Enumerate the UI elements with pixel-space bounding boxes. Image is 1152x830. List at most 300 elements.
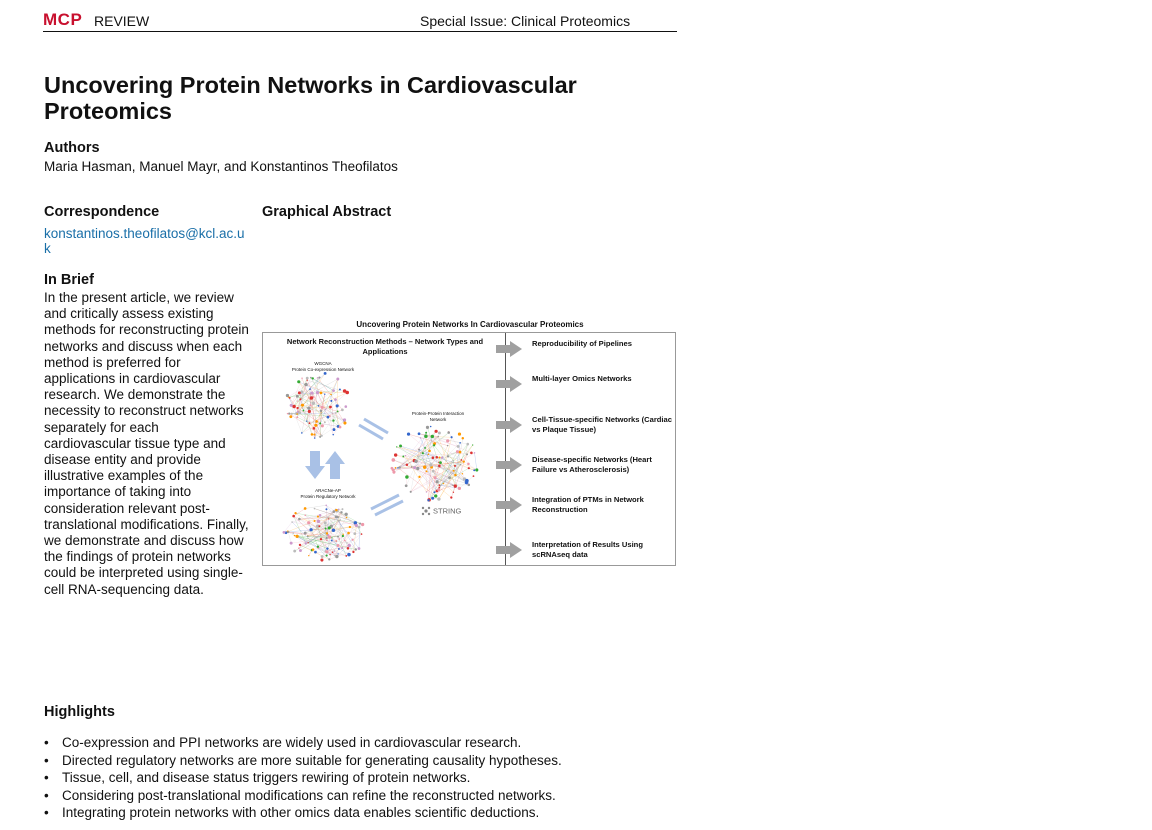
coexpression-network-graphic xyxy=(286,372,349,439)
network-node xyxy=(298,391,301,394)
network-node xyxy=(438,484,440,486)
network-node xyxy=(296,407,298,409)
network-node xyxy=(337,411,339,413)
network-node xyxy=(428,454,430,456)
network-node xyxy=(394,453,397,456)
network-node xyxy=(395,467,397,469)
network-node xyxy=(299,544,301,546)
network-node xyxy=(359,523,361,525)
network-node xyxy=(338,553,339,554)
network-node xyxy=(396,446,397,447)
network-node xyxy=(317,520,321,524)
network-node xyxy=(338,538,340,540)
network-node xyxy=(332,434,334,436)
network-node xyxy=(472,444,473,445)
network-node xyxy=(344,513,347,516)
network-node xyxy=(347,553,350,556)
network-edge xyxy=(403,456,437,490)
network-node xyxy=(414,459,418,463)
application-label: Integration of PTMs in Network Reconstruction xyxy=(532,495,644,514)
string-logo-text: STRING xyxy=(433,506,462,516)
network-node xyxy=(306,420,307,421)
network-node xyxy=(418,476,420,478)
network-node xyxy=(475,468,478,471)
journal-logo: MCP xyxy=(43,10,83,29)
network-node xyxy=(324,372,327,375)
network-node xyxy=(347,547,350,550)
network-node xyxy=(308,410,311,413)
network-node xyxy=(453,492,454,493)
network-node xyxy=(325,528,327,530)
network-node xyxy=(426,470,428,472)
application-disease xyxy=(496,451,676,481)
network-node xyxy=(358,526,361,529)
network-node xyxy=(307,536,309,538)
network-node xyxy=(437,436,439,438)
network-node xyxy=(467,463,470,466)
network-node xyxy=(312,548,315,551)
network-node xyxy=(287,413,289,415)
network-node xyxy=(304,514,306,516)
network-node xyxy=(343,421,346,424)
network-node xyxy=(336,378,339,381)
network-node xyxy=(336,540,337,541)
network-node xyxy=(328,558,330,560)
network-node xyxy=(299,549,302,552)
network-node xyxy=(420,437,422,439)
network-node xyxy=(438,465,441,468)
network-node xyxy=(332,528,336,532)
network-node xyxy=(307,542,308,543)
network-node xyxy=(331,537,332,538)
network-node xyxy=(340,511,342,513)
network-node xyxy=(466,443,469,446)
network-node xyxy=(328,526,331,529)
network-node xyxy=(306,377,309,380)
network-node xyxy=(347,532,350,535)
network-node xyxy=(305,542,307,544)
network-node xyxy=(447,445,448,446)
network-node xyxy=(321,555,324,558)
network-node xyxy=(473,469,475,471)
application-reproducibility xyxy=(496,335,676,365)
network-node xyxy=(332,419,334,421)
network-node xyxy=(466,453,468,455)
network-node xyxy=(318,376,320,378)
network-node xyxy=(460,464,461,465)
application-multilayer xyxy=(496,370,676,400)
network-node xyxy=(337,536,339,538)
network-node xyxy=(426,426,429,429)
correspondence-heading: Correspondence xyxy=(44,204,160,220)
network-node xyxy=(462,437,464,439)
network-node xyxy=(325,504,327,506)
network-node xyxy=(438,431,441,434)
network-node xyxy=(465,479,469,483)
network-node xyxy=(439,461,442,464)
network-node xyxy=(305,383,308,386)
network-node xyxy=(338,548,340,550)
network-node xyxy=(431,435,434,438)
network-node xyxy=(436,456,439,459)
network-node xyxy=(324,521,327,524)
network-node xyxy=(392,458,396,462)
network-node xyxy=(454,474,456,476)
network-node xyxy=(295,535,298,538)
network-node xyxy=(353,532,356,535)
network-node xyxy=(405,484,408,487)
article-type: REVIEW xyxy=(94,13,150,29)
right-arrow-icon xyxy=(496,376,522,392)
network-node xyxy=(316,391,319,394)
network-node xyxy=(429,463,432,466)
network-node xyxy=(319,422,321,424)
network-node xyxy=(293,550,296,553)
network-node xyxy=(437,488,440,491)
network-node xyxy=(457,445,460,448)
diagonal-arrows-icon xyxy=(359,419,403,515)
network-node xyxy=(341,508,343,510)
network-node xyxy=(454,484,457,487)
network-node xyxy=(291,413,293,415)
network-node xyxy=(448,476,451,479)
application-label: Cell-Tissue-specific Networks (Cardiac vs Plaque Tissue) xyxy=(532,415,672,434)
highlight-item: • Directed regulatory networks are more suitable for generating causality hypotheses. xyxy=(44,752,562,770)
network-node xyxy=(308,555,309,556)
network-node xyxy=(332,510,335,513)
network-node xyxy=(313,433,315,435)
network-node xyxy=(304,507,307,510)
network-node xyxy=(438,487,440,489)
in-brief-text: In the present article, we review and critically assess existing methods for reconstructing protein networks and discuss when each method is preferred for applications in cardiovascular research. We demonstrate the necessity to reconstruct networks separately for each cardiovascular tissue type and disease entity and provide illustrative examples of the importance of taking into consideration relevant post-translational modifications. Finally, we demonstrate and discuss how the findings of protein networks could be interpreted using single-cell RNA-sequencing data. xyxy=(44,290,249,597)
network-node xyxy=(407,433,410,436)
network-node xyxy=(304,532,307,535)
highlight-item: • Co-expression and PPI networks are widely used in cardiovascular research. xyxy=(44,734,562,752)
network-node xyxy=(416,467,419,470)
network-node xyxy=(314,437,315,438)
network-node xyxy=(298,411,301,414)
page-title: Uncovering Protein Networks in Cardiovascular Proteomics xyxy=(44,72,577,124)
network-node xyxy=(456,450,459,453)
network-node xyxy=(292,532,294,534)
network-edge xyxy=(305,505,326,508)
network-node xyxy=(286,394,289,397)
network-node xyxy=(332,551,334,553)
network-node xyxy=(311,433,314,436)
network-node xyxy=(417,456,419,458)
regulatory-network-label: ARACNe-AP Protein Regulatory Network xyxy=(300,488,356,499)
network-node xyxy=(301,432,303,434)
network-node xyxy=(399,445,402,448)
correspondence-email-link[interactable]: konstantinos.theofilatos@kcl.ac.uk xyxy=(44,226,245,256)
network-node xyxy=(437,497,440,500)
network-node xyxy=(310,396,314,400)
network-node xyxy=(428,450,431,453)
network-node xyxy=(453,470,455,472)
network-node xyxy=(291,521,293,523)
highlight-item: • Considering post-translational modifications can refine the reconstructed networks. xyxy=(44,787,562,805)
network-node xyxy=(339,389,341,391)
network-node xyxy=(361,533,363,535)
network-node xyxy=(346,517,348,519)
network-node xyxy=(338,509,340,511)
network-node xyxy=(342,535,344,537)
network-node xyxy=(321,406,324,409)
network-edge xyxy=(398,468,436,496)
network-node xyxy=(335,509,337,511)
network-node xyxy=(298,518,301,521)
right-arrow-icon xyxy=(496,497,522,513)
network-node xyxy=(321,424,324,427)
network-node xyxy=(314,520,316,522)
network-node xyxy=(326,532,328,534)
network-node xyxy=(336,404,339,407)
network-node xyxy=(309,422,311,424)
network-node xyxy=(331,539,333,541)
network-node xyxy=(434,430,437,433)
network-node xyxy=(418,449,420,451)
network-node xyxy=(317,545,319,547)
network-node xyxy=(391,467,394,470)
network-node xyxy=(446,439,449,442)
regulatory-network-graphic xyxy=(283,504,365,561)
network-node xyxy=(427,499,429,501)
network-node xyxy=(358,547,361,550)
ppi-network-label: Protein-Protein Interaction Network xyxy=(411,411,465,422)
network-node xyxy=(327,516,329,518)
network-node xyxy=(345,555,347,557)
right-arrow-icon xyxy=(496,417,522,433)
network-node xyxy=(292,405,295,408)
network-node xyxy=(433,444,435,446)
network-node xyxy=(434,494,437,497)
network-node xyxy=(468,467,470,469)
in-brief-heading: In Brief xyxy=(44,272,94,288)
network-node xyxy=(312,377,314,379)
application-label: Disease-specific Networks (Heart Failure vs Atherosclerosis) xyxy=(532,455,652,474)
network-node xyxy=(315,420,318,423)
network-node xyxy=(320,538,322,540)
network-edge xyxy=(331,401,333,421)
figure-title: Uncovering Protein Networks In Cardiovascular Proteomics xyxy=(356,320,584,329)
network-edge xyxy=(475,453,477,470)
network-node xyxy=(411,466,413,468)
network-node xyxy=(341,547,343,549)
network-node xyxy=(298,547,300,549)
network-node xyxy=(326,537,328,539)
network-node xyxy=(318,525,320,527)
network-node xyxy=(309,528,312,531)
network-node xyxy=(312,401,316,405)
network-node xyxy=(314,551,317,554)
network-node xyxy=(453,460,455,462)
network-node xyxy=(410,491,412,493)
highlight-item: • Tissue, cell, and disease status triggers rewiring of protein networks. xyxy=(44,769,562,787)
network-node xyxy=(317,377,318,378)
network-node xyxy=(433,476,436,479)
application-label: Interpretation of Results Using scRNAseq data xyxy=(532,540,643,559)
network-edge xyxy=(432,436,471,452)
right-arrow-icon xyxy=(496,457,522,473)
network-node xyxy=(318,548,319,549)
network-node xyxy=(450,496,452,498)
network-node xyxy=(289,415,292,418)
graphical-abstract-figure xyxy=(262,320,676,566)
network-node xyxy=(352,551,354,553)
network-node xyxy=(296,395,299,398)
network-node xyxy=(473,475,475,477)
network-node xyxy=(413,466,416,469)
network-node xyxy=(344,540,346,542)
network-node xyxy=(292,515,295,518)
network-node xyxy=(432,456,435,459)
network-node xyxy=(343,389,347,393)
network-edge xyxy=(317,393,333,435)
network-node xyxy=(330,400,332,402)
network-node xyxy=(296,413,298,415)
network-node xyxy=(302,407,303,408)
bidirectional-arrow-icon xyxy=(305,451,345,479)
network-node xyxy=(317,515,319,517)
network-node xyxy=(310,377,312,379)
highlights-list xyxy=(44,734,562,822)
network-node xyxy=(328,518,329,519)
network-node xyxy=(435,480,438,483)
network-edge xyxy=(288,532,291,543)
network-node xyxy=(326,539,328,541)
network-node xyxy=(424,435,428,439)
network-node xyxy=(454,465,456,467)
network-node xyxy=(451,436,453,438)
application-ptm xyxy=(496,491,676,521)
network-node xyxy=(459,442,461,444)
string-logo xyxy=(422,507,462,516)
network-node xyxy=(343,418,346,421)
network-node xyxy=(297,380,300,383)
network-node xyxy=(397,467,399,469)
network-node xyxy=(294,535,295,536)
network-node xyxy=(325,409,326,410)
network-node xyxy=(458,487,461,490)
network-node xyxy=(348,544,351,547)
network-node xyxy=(432,470,435,473)
network-node xyxy=(335,555,338,558)
network-node xyxy=(290,542,293,545)
network-node xyxy=(324,393,325,394)
highlights-heading: Highlights xyxy=(44,704,115,720)
network-node xyxy=(334,555,335,556)
network-node xyxy=(405,455,406,456)
network-edge xyxy=(400,433,426,468)
authors-list: Maria Hasman, Manuel Mayr, and Konstantinos Theofilatos xyxy=(44,159,398,174)
network-node xyxy=(306,380,307,381)
network-node xyxy=(462,473,464,475)
network-edge xyxy=(393,461,414,470)
network-node xyxy=(296,416,298,418)
network-edge xyxy=(330,393,347,408)
network-node xyxy=(307,406,310,409)
network-node xyxy=(290,404,293,407)
network-node xyxy=(418,432,421,435)
network-node xyxy=(463,461,465,463)
network-node xyxy=(301,404,304,407)
network-node xyxy=(424,447,426,449)
network-node xyxy=(327,416,330,419)
network-node xyxy=(320,409,323,412)
network-node xyxy=(447,455,449,457)
network-node xyxy=(320,559,323,562)
network-node xyxy=(320,391,323,394)
network-node xyxy=(443,483,444,484)
issue-label: Special Issue: Clinical Proteomics xyxy=(420,13,631,29)
network-node xyxy=(430,426,432,428)
network-node xyxy=(307,521,310,524)
network-node xyxy=(309,388,311,390)
network-node xyxy=(335,516,338,519)
network-node xyxy=(461,459,463,461)
network-node xyxy=(287,531,289,533)
network-node xyxy=(339,519,341,521)
network-node xyxy=(314,424,317,427)
network-node xyxy=(310,391,313,394)
network-node xyxy=(334,550,336,552)
network-node xyxy=(324,421,326,423)
network-node xyxy=(341,408,344,411)
network-node xyxy=(439,457,441,459)
network-node xyxy=(334,398,337,401)
network-node xyxy=(321,435,323,437)
network-node xyxy=(297,400,298,401)
application-label: Multi-layer Omics Networks xyxy=(532,374,632,383)
network-node xyxy=(318,405,320,407)
authors-heading: Authors xyxy=(44,140,100,156)
network-node xyxy=(326,547,328,549)
network-node xyxy=(423,466,426,469)
figure-divider xyxy=(505,333,506,565)
network-node xyxy=(431,497,434,500)
network-node xyxy=(402,456,404,458)
network-node xyxy=(332,389,335,392)
network-node xyxy=(474,452,475,453)
network-node xyxy=(329,406,332,409)
application-cell-tissue xyxy=(496,411,676,441)
application-scrnaseq xyxy=(496,536,676,566)
network-node xyxy=(346,542,347,543)
network-node xyxy=(339,426,342,429)
network-node xyxy=(336,544,339,547)
network-node xyxy=(349,526,351,528)
network-node xyxy=(352,539,354,541)
network-node xyxy=(310,404,312,406)
network-node xyxy=(399,466,401,468)
header-rule xyxy=(43,31,677,32)
network-node xyxy=(425,432,427,434)
figure-subtitle: Network Reconstruction Methods – Network Types and Applications xyxy=(286,337,484,356)
application-label: Reproducibility of Pipelines xyxy=(532,339,632,348)
network-node xyxy=(434,491,436,493)
network-node xyxy=(338,520,339,521)
network-node xyxy=(319,514,322,517)
network-node xyxy=(299,398,301,400)
network-node xyxy=(326,555,328,557)
network-node xyxy=(333,428,336,431)
network-node xyxy=(301,377,302,378)
network-node xyxy=(335,412,337,414)
network-edge xyxy=(425,436,433,467)
network-node xyxy=(313,427,316,430)
network-node xyxy=(422,452,424,454)
highlight-item: • Integrating protein networks with other omics data enables scientific deductions. xyxy=(44,804,562,822)
